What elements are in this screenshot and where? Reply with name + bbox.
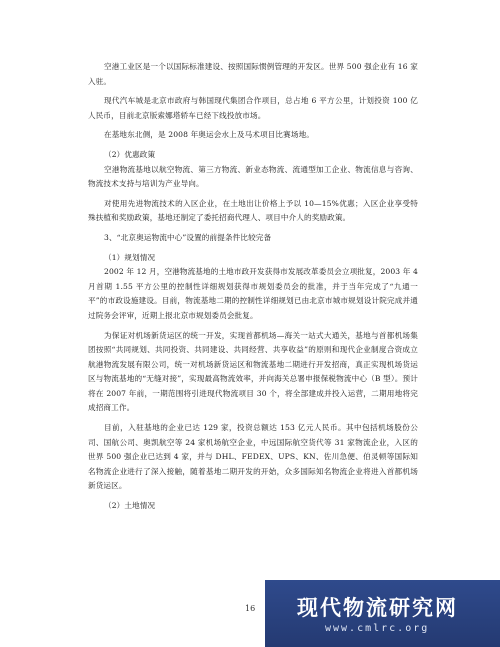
paragraph-auto-city: 现代汽车城是北京市政府与韩国现代集团合作项目，总占地 6 平方公里，计划投资 100 亿人民币，目前北京版索娜塔轿车已经下线投放市场。: [88, 96, 418, 120]
body-text: [88, 60, 418, 514]
paragraph-incentives: 对使用先进物流技术的入区企业，在土地出让价格上予以 10—15%优惠；入区企业享受特殊扶植和奖励政策，基地还制定了委托招商代理人、项目中介人的奖励政策。: [88, 198, 418, 223]
watermark-title: 现代物流研究网: [297, 596, 458, 620]
paragraph-planning-status: 2002 年 12 月，空港物流基地的土地市政开发获得市发展改革委员会立项批复，2003 年 4 月首期 1.55 平方公里的控制性详细规划获得市规划委员会的批准，并于当年完成了“九通一平”的市政设施建设。目前，物流基地二期的控制性详细规划已由北京市城市规划设计院完成并通过院务会评审，近期上报北京市规划委员会批复。: [88, 267, 418, 320]
paragraph-enterprises: 目前，入驻基地的企业已达 129 家，投资总额达 153 亿元人民币。其中包括机场股份公司、国航公司、奥凯航空等 24 家机场航空企业，中远国际航空货代等 31 家物流企业，入区的世界 500 强企业已达到 4 家，并与 DHL、FEDEX、UPS、KN、佐川急便、伯灵顿等国际知名物流企业进行了深入接触，随着基地二期开发的开始，众多国际知名物流企业将进入首都机场新货运区。: [88, 423, 418, 491]
heading-olympic-logistics-center: 3、“北京奥运物流中心”设置的前提条件比较完备: [104, 232, 272, 242]
heading-planning: （1）规划情况: [104, 252, 156, 262]
paragraph-industrial-zone: 空港工业区是一个以国际标准建设、按照国际惯例管理的开发区。世界 500 强企业有 16 家入驻。: [88, 62, 418, 86]
watermark-url: www.cmlrc.org: [325, 623, 430, 634]
heading-preferential-policy: （2）优惠政策: [104, 149, 156, 159]
watermark-banner: [265, 580, 500, 647]
paragraph-olympic-venue: 在基地东北侧，是 2008 年奥运会水上及马术项目比赛场地。: [104, 130, 315, 140]
paragraph-unified-development: 为保证对机场新货运区的统一开发，实现首都机场—海关一站式大通关，基地与首都机场集团按照“共同规划、共同投资、共同建设、共同经营、共享收益”的原则和现代企业制度合资成立航港物流发展有限公司，统一对机场新货运区和物流基地二期进行开发招商，真正实现机场货运区与物流基地的“无缝对接”，实现最高物流效率，并向海关总署申报保税物流中心（B 型）。预计将在 2007 年前，一期范围将引进现代物流项目 30 个，将全部建成并投入运营，二期用地将完成招商工作。: [88, 330, 418, 413]
paragraph-industry-orientation: 空港物流基地以航空物流、第三方物流、新业态物流、流通型加工企业、物流信息与咨询、物流技术支持与培训为产业导向。: [88, 164, 418, 189]
heading-land: （2）土地情况: [104, 501, 156, 511]
page-number: 16: [245, 604, 256, 613]
